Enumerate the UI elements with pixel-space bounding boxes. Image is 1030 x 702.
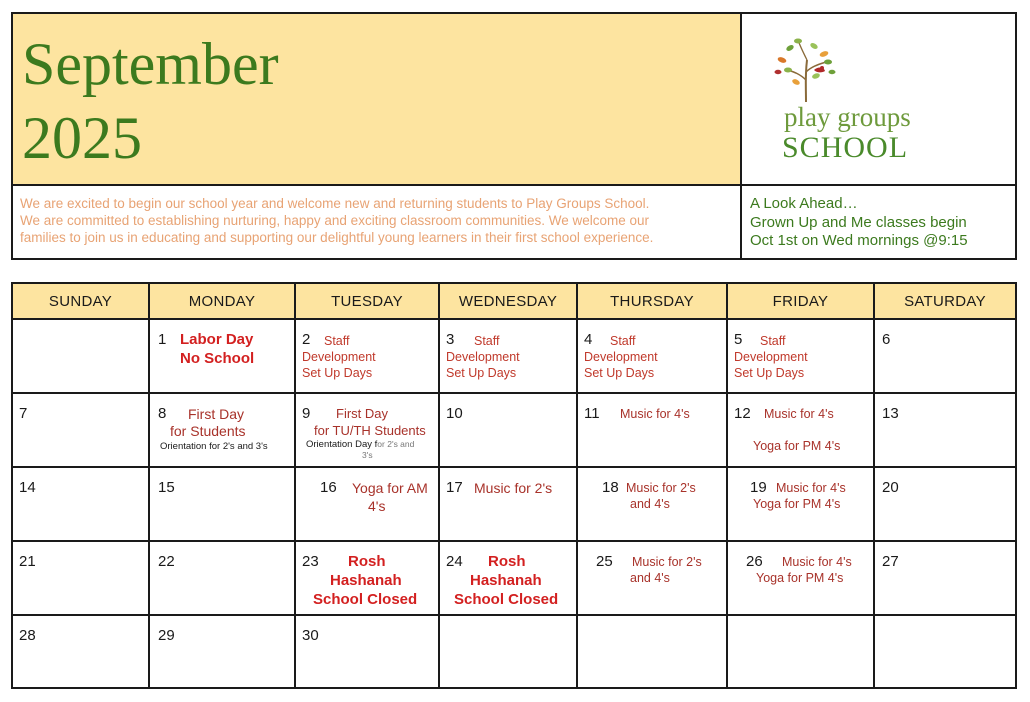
- event-text: School Closed: [454, 591, 559, 608]
- day-cell-27: [875, 542, 1015, 616]
- event-note: Orientation for 2's and 3's: [160, 441, 268, 452]
- event-text: Staff: [474, 334, 500, 348]
- event-text: Staff: [324, 334, 350, 348]
- day-number: 14: [19, 479, 36, 496]
- day-header-wednesday: WEDNESDAY: [440, 284, 578, 320]
- day-number: 21: [19, 553, 36, 570]
- day-cell-empty: [875, 616, 1015, 687]
- event-text: Rosh: [348, 553, 386, 570]
- event-text: Yoga for PM 4's: [753, 497, 841, 511]
- day-number: 22: [158, 553, 175, 570]
- event-text: Development: [584, 350, 658, 364]
- day-number: 10: [446, 405, 463, 422]
- day-number: 5: [734, 331, 743, 348]
- day-number: 13: [882, 405, 899, 422]
- day-header-friday: FRIDAY: [728, 284, 875, 320]
- look-ahead-note: [742, 186, 1015, 258]
- day-cell-19: [728, 468, 875, 542]
- day-cell-24: [440, 542, 578, 616]
- calendar-grid: [11, 282, 1017, 689]
- event-text: Yoga for PM 4's: [753, 439, 841, 453]
- day-cell-3: [440, 320, 578, 394]
- day-header-tuesday: TUESDAY: [296, 284, 440, 320]
- intro-line: We are excited to begin our school year and welcome new and returning students to Play Groups School.: [20, 196, 650, 211]
- event-text: Staff: [610, 334, 636, 348]
- day-cell-8: [150, 394, 296, 468]
- event-text: First Day: [188, 406, 244, 422]
- event-text: Music for 2's: [474, 480, 553, 496]
- event-text: for Students: [170, 423, 246, 439]
- day-number: 2: [302, 331, 311, 348]
- event-text: Music for 4's: [620, 407, 690, 421]
- day-number: 4: [584, 331, 593, 348]
- day-number: 11: [584, 405, 600, 422]
- event-text: Hashanah: [470, 572, 542, 589]
- intro-line: families to join us in educating and supporting our delightful young learners in their first school experience.: [20, 230, 654, 245]
- day-number: 25: [596, 553, 613, 570]
- day-cell-13: [875, 394, 1015, 468]
- event-text: Rosh: [488, 553, 526, 570]
- day-cell-22: [150, 542, 296, 616]
- event-text: for TU/TH Students: [314, 423, 426, 438]
- intro-message: [13, 186, 742, 258]
- day-header-saturday: SATURDAY: [875, 284, 1015, 320]
- event-text: School Closed: [313, 591, 418, 608]
- day-cell-15: [150, 468, 296, 542]
- day-number: 12: [734, 405, 751, 422]
- day-cell-9: [296, 394, 440, 468]
- event-text: Staff: [760, 334, 786, 348]
- day-cell-17: [440, 468, 578, 542]
- day-number: 28: [19, 627, 36, 644]
- event-text: Set Up Days: [734, 366, 805, 380]
- day-number: 3: [446, 331, 455, 348]
- day-cell-empty: [578, 616, 728, 687]
- event-text: Labor Day: [180, 331, 254, 348]
- day-number: 17: [446, 479, 463, 496]
- day-cell-23: [296, 542, 440, 616]
- day-number: 30: [302, 627, 319, 644]
- day-cell-25: [578, 542, 728, 616]
- day-cell-11: [578, 394, 728, 468]
- day-cell-1: [150, 320, 296, 394]
- event-text: and 4's: [630, 571, 670, 585]
- day-number: 15: [158, 479, 175, 496]
- event-text: Music for 4's: [764, 407, 834, 421]
- day-cell-2: [296, 320, 440, 394]
- day-cell-7: [13, 394, 150, 468]
- day-header-thursday: THURSDAY: [578, 284, 728, 320]
- event-note: Orientation Day for 2's and: [306, 439, 415, 450]
- day-cell-empty: [440, 616, 578, 687]
- day-number: 24: [446, 553, 463, 570]
- day-number: 16: [320, 479, 337, 496]
- event-text: Yoga for PM 4's: [756, 571, 844, 585]
- day-number: 6: [882, 331, 891, 348]
- event-text: Development: [446, 350, 520, 364]
- day-cell-14: [13, 468, 150, 542]
- day-cell-28: [13, 616, 150, 687]
- day-header-monday: MONDAY: [150, 284, 296, 320]
- day-cell-29: [150, 616, 296, 687]
- tree-logo-icon: [770, 36, 840, 104]
- event-text: Music for 4's: [782, 555, 852, 569]
- look-ahead-title: A Look Ahead…: [750, 195, 858, 212]
- event-text: Development: [302, 350, 376, 364]
- day-number: 18: [602, 479, 619, 496]
- month-title: September: [22, 31, 279, 97]
- day-cell-20: [875, 468, 1015, 542]
- day-cell-12: [728, 394, 875, 468]
- event-text: Set Up Days: [302, 366, 373, 380]
- day-number: 7: [19, 405, 28, 422]
- event-text: and 4's: [630, 497, 670, 511]
- day-cell-18: [578, 468, 728, 542]
- day-cell-6: [875, 320, 1015, 394]
- day-cell-21: [13, 542, 150, 616]
- day-number: 19: [750, 479, 767, 496]
- day-cell-empty: [728, 616, 875, 687]
- intro-line: We are committed to establishing nurturing, happy and exciting classroom communities. We welcome our: [20, 213, 650, 228]
- day-cell-16: [296, 468, 440, 542]
- day-number: 23: [302, 553, 319, 570]
- day-cell-4: [578, 320, 728, 394]
- school-logo: [742, 14, 1015, 186]
- look-ahead-line: Grown Up and Me classes begin: [750, 213, 967, 231]
- event-text: No School: [180, 350, 255, 367]
- day-number: 20: [882, 479, 899, 496]
- day-cell-5: [728, 320, 875, 394]
- day-number: 29: [158, 627, 175, 644]
- event-text: 4's: [368, 498, 386, 514]
- day-header-sunday: SUNDAY: [13, 284, 150, 320]
- event-text: First Day: [336, 406, 388, 421]
- day-number: 27: [882, 553, 899, 570]
- event-text: Set Up Days: [446, 366, 517, 380]
- calendar-header: [11, 12, 1017, 260]
- day-cell-10: [440, 394, 578, 468]
- event-note: 3's: [362, 450, 373, 460]
- year-title: 2025: [22, 105, 142, 171]
- day-cell-empty: [13, 320, 150, 394]
- event-text: Hashanah: [330, 572, 402, 589]
- day-number: 9: [302, 405, 311, 422]
- event-text: Development: [734, 350, 808, 364]
- logo-text-play-groups: play groups: [784, 102, 911, 132]
- logo-text-school: SCHOOL: [782, 131, 909, 164]
- event-text: Music for 2's: [632, 555, 702, 569]
- event-text: Music for 2's: [626, 481, 696, 495]
- event-text: Music for 4's: [776, 481, 846, 495]
- day-number: 1: [158, 331, 167, 348]
- day-number: 8: [158, 405, 167, 422]
- day-number: 26: [746, 553, 763, 570]
- title-panel: [13, 14, 742, 186]
- event-text: Set Up Days: [584, 366, 655, 380]
- day-cell-26: [728, 542, 875, 616]
- day-cell-30: [296, 616, 440, 687]
- event-text: Yoga for AM: [352, 480, 428, 496]
- look-ahead-line: Oct 1st on Wed mornings @9:15: [750, 232, 968, 249]
